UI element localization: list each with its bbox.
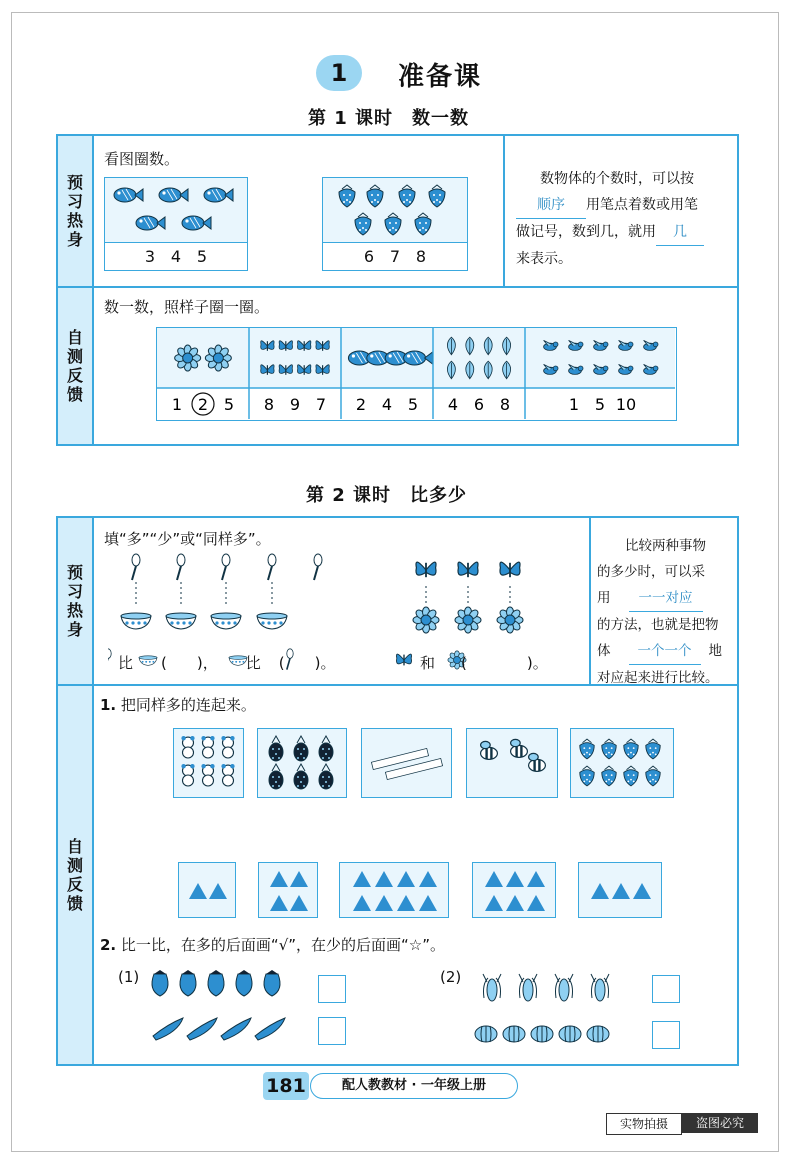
number-choice[interactable]: 1 — [568, 395, 580, 414]
strawberry-picture[interactable] — [570, 728, 674, 798]
triangle-icon — [633, 883, 651, 899]
tip-line: 顺序 用笔点着数或用笔 — [516, 192, 734, 219]
eggplant-cucumber-art — [146, 962, 296, 1052]
number-choice[interactable]: 7 — [315, 395, 327, 414]
bear-icon — [201, 764, 214, 786]
number-choice[interactable]: 6 — [363, 247, 375, 266]
pineapple-icon — [294, 736, 308, 761]
tip-blank-answer: 顺序 — [516, 192, 586, 219]
flower-icon — [205, 345, 231, 371]
butterfly-icon — [316, 365, 329, 375]
butterfly-icon — [279, 341, 292, 351]
ruler-group — [362, 729, 450, 796]
l1-selftest-instruction: 数一数，照样子圈一圈。 — [104, 298, 270, 316]
strawberry-icon — [385, 213, 401, 235]
triangle-icon — [375, 895, 393, 911]
triangle-icon — [419, 871, 437, 887]
flower-icon — [413, 607, 439, 633]
bee-icon — [481, 741, 498, 759]
compare3: 和 ( )。 — [420, 654, 548, 672]
strawberry-icon — [367, 185, 383, 207]
number-choice[interactable]: 9 — [289, 395, 301, 414]
number-choice[interactable]: 5 — [196, 247, 208, 266]
spoon-icon — [314, 554, 322, 580]
eggplant-icon — [236, 970, 252, 996]
strawberry-icon — [580, 739, 594, 759]
triangle-icon — [290, 895, 308, 911]
stamp-right: 盗图必究 — [682, 1113, 758, 1133]
strawberry-count-box — [322, 177, 468, 271]
fish-picture — [105, 178, 247, 243]
triangle-icon — [375, 871, 393, 887]
corn-icon — [555, 974, 573, 1001]
stamp-left: 实物拍摄 — [606, 1113, 682, 1135]
butterfly-icon — [298, 341, 311, 351]
answer-box-corn[interactable] — [652, 975, 680, 1003]
side-label-selftest: 自测反馈 — [56, 286, 94, 446]
side-label-selftest: 自测反馈 — [56, 684, 94, 1066]
answer-blank[interactable]: ( )。 — [278, 654, 336, 672]
ruler-picture[interactable] — [361, 728, 452, 798]
l1-warmup-instruction: 看图圈数。 — [104, 150, 180, 168]
divider — [503, 136, 505, 286]
spoon-icon — [177, 554, 185, 580]
flower-icon — [497, 607, 523, 633]
corn-pumpkin-art — [470, 962, 620, 1052]
strawberry-icon — [646, 739, 660, 759]
cucumber-icon — [255, 1018, 285, 1040]
compare1: 比 ( )， 比 ( )。 — [118, 654, 336, 672]
bear-group — [174, 729, 242, 796]
number-choice[interactable]: 8 — [499, 395, 511, 414]
unit-number-badge: 1 — [316, 55, 362, 91]
spoon-icon — [222, 554, 230, 580]
butterfly-icon — [261, 341, 274, 351]
butterfly-icon — [298, 365, 311, 375]
strawberry-group — [571, 729, 672, 796]
pineapple-icon — [319, 736, 333, 761]
fish-count-box — [104, 177, 248, 271]
tip-line: 做记号，数到几，就用 几 — [516, 219, 734, 246]
triangle-picture[interactable] — [578, 862, 662, 918]
bear-icon — [221, 736, 234, 758]
answer-blank[interactable]: ( )， — [161, 654, 218, 672]
strawberry-icon — [355, 213, 371, 235]
triangle-icon — [527, 871, 545, 887]
tip-blank-answer: 几 — [656, 219, 704, 246]
pineapple-icon — [294, 764, 308, 789]
number-choice[interactable]: 5 — [407, 395, 419, 414]
tip-line: 对应起来进行比较。 — [597, 670, 719, 686]
triangle-icon — [485, 895, 503, 911]
answer-box-cucumber[interactable] — [318, 1017, 346, 1045]
tip-line: 比较两种事物 — [625, 538, 706, 554]
q1-prompt: 1. 把同样多的连起来。 — [100, 696, 256, 714]
unit-title: 准备课 — [398, 62, 483, 92]
strawberry-picture — [323, 178, 467, 243]
triangle-icon — [209, 883, 227, 899]
strawberry-icon — [624, 739, 638, 759]
number-choice[interactable]: 5 — [223, 395, 235, 414]
fish-icon — [182, 216, 211, 230]
fish-icon — [204, 188, 233, 202]
strawberry-icon — [602, 766, 616, 786]
cucumber-icon — [187, 1018, 217, 1040]
number-choice[interactable]: 4 — [381, 395, 393, 414]
l2-tip — [597, 533, 737, 691]
lesson2-title: 第 2 课时 比多少 — [306, 485, 468, 506]
bear-icon — [181, 736, 194, 758]
triangle-icon — [485, 871, 503, 887]
pineapple-icon — [319, 764, 333, 789]
corn-icon — [519, 974, 537, 1001]
strawberry-icon — [580, 766, 594, 786]
pumpkin-icon — [475, 1026, 497, 1042]
triangle-icon — [506, 871, 524, 887]
eggplant-icon — [152, 970, 168, 996]
triangle-icon — [397, 895, 415, 911]
bee-picture[interactable] — [466, 728, 558, 798]
eggplant-icon — [180, 970, 196, 996]
spoon-icon — [268, 554, 276, 580]
tip-blank-answer: 一个一个 — [629, 638, 701, 665]
butterfly-icon — [316, 341, 329, 351]
fish-group — [105, 178, 246, 243]
triangle-icon — [270, 871, 288, 887]
cucumber-icon — [221, 1018, 251, 1040]
divider — [589, 518, 591, 684]
tip-blank-answer: 一一对应 — [629, 585, 703, 612]
bowl-icon — [166, 613, 196, 629]
butterfly-icon — [261, 365, 274, 375]
triangle-icon — [353, 895, 371, 911]
triangle-picture[interactable] — [472, 862, 556, 918]
triangle-picture[interactable] — [258, 862, 318, 918]
lesson1-title: 第 1 课时 数一数 — [308, 108, 470, 129]
triangle-icon — [189, 883, 207, 899]
book-info: 配人教教材 · 一年级上册 — [310, 1073, 518, 1099]
triangle-icon — [397, 871, 415, 887]
l2-warmup-instruction: 填“多”“少”或“同样多”。 — [104, 530, 271, 548]
butterfly-icon — [500, 562, 520, 577]
tip-line: 用 一一对应 — [597, 585, 737, 612]
triangle-icon — [290, 871, 308, 887]
number-choice[interactable]: 1 — [171, 395, 183, 414]
strawberry-icon — [602, 739, 616, 759]
corn-icon — [591, 974, 609, 1001]
number-choice[interactable]: 2 — [197, 395, 209, 414]
spoon-icon — [132, 554, 140, 580]
number-choice[interactable]: 5 — [594, 395, 606, 414]
strawberry-icon — [339, 185, 355, 207]
part1-label: (1) — [118, 968, 140, 986]
strawberry-icon — [415, 213, 431, 235]
strawberry-number-choices — [323, 242, 467, 270]
triangle-icon — [419, 895, 437, 911]
number-choice[interactable]: 3 — [144, 247, 156, 266]
bear-icon — [181, 764, 194, 786]
page-number: 181 — [263, 1072, 309, 1100]
answer-box-pumpkin[interactable] — [652, 1021, 680, 1049]
bear-picture[interactable] — [173, 728, 244, 798]
pineapple-icon — [269, 764, 283, 789]
triangle-icon — [612, 883, 630, 899]
butterfly-icon — [279, 365, 292, 375]
part2-label: (2) — [440, 968, 462, 986]
triangle-icon — [270, 895, 288, 911]
side-label-preview: 预习热身 — [56, 134, 94, 288]
triangle-icon — [353, 871, 371, 887]
strawberry-icon — [624, 766, 638, 786]
number-choice[interactable]: 4 — [447, 395, 459, 414]
bee-group — [467, 729, 556, 796]
pumpkin-icon — [587, 1026, 609, 1042]
bowl-icon — [121, 613, 151, 629]
cucumber-icon — [153, 1018, 183, 1040]
bear-icon — [201, 736, 214, 758]
l1-tip — [516, 166, 734, 272]
corn-icon — [483, 974, 501, 1001]
number-choice[interactable]: 10 — [615, 395, 637, 414]
triangle-picture[interactable] — [339, 862, 449, 918]
bowl-icon — [211, 613, 241, 629]
pumpkin-icon — [503, 1026, 525, 1042]
tip-line: 来表示。 — [516, 251, 572, 267]
bear-icon — [221, 764, 234, 786]
pumpkin-icon — [531, 1026, 553, 1042]
strawberry-icon — [429, 185, 445, 207]
flower-icon — [175, 345, 201, 371]
side-label-preview: 预习热身 — [56, 516, 94, 686]
butterfly-icon — [416, 562, 436, 577]
answer-box-eggplant[interactable] — [318, 975, 346, 1003]
bowl-icon — [257, 613, 287, 629]
triangle-icon — [527, 895, 545, 911]
tip-line: 数物体的个数时，可以按 — [540, 171, 694, 187]
fish-icon — [114, 188, 143, 202]
tip-line: 的方法，也就是把物 — [597, 617, 719, 633]
strawberry-icon — [646, 766, 660, 786]
number-choice[interactable]: 7 — [389, 247, 401, 266]
fish-icon — [159, 188, 188, 202]
bee-icon — [511, 739, 528, 757]
answer-blank[interactable]: ( )。 — [461, 654, 548, 672]
fish-number-choices — [105, 242, 247, 270]
number-choice[interactable]: 2 — [355, 395, 367, 414]
pineapple-icon — [269, 736, 283, 761]
pumpkin-icon — [559, 1026, 581, 1042]
count-and-circle-table — [156, 327, 677, 421]
number-choice[interactable]: 4 — [170, 247, 182, 266]
eggplant-icon — [208, 970, 224, 996]
flower-icon — [455, 607, 481, 633]
butterfly-icon — [458, 562, 478, 577]
triangle-icon — [591, 883, 609, 899]
triangle-picture[interactable] — [178, 862, 236, 918]
strawberry-icon — [399, 185, 415, 207]
tip-line: 体 一个一个 地 — [597, 638, 737, 665]
number-choice[interactable]: 8 — [263, 395, 275, 414]
eggplant-icon — [264, 970, 280, 996]
triangle-icon — [506, 895, 524, 911]
bee-icon — [529, 753, 546, 771]
q2-prompt: 2. 比一比，在多的后面画“√”，在少的后面画“☆”。 — [100, 936, 446, 954]
strawberry-group — [323, 178, 466, 243]
pineapple-group — [258, 729, 345, 796]
number-choice[interactable]: 8 — [415, 247, 427, 266]
count-table-grid — [157, 328, 675, 419]
fish-icon — [136, 216, 165, 230]
number-choice[interactable]: 6 — [473, 395, 485, 414]
pineapple-picture[interactable] — [257, 728, 347, 798]
tip-line: 的多少时，可以采 — [597, 564, 705, 580]
